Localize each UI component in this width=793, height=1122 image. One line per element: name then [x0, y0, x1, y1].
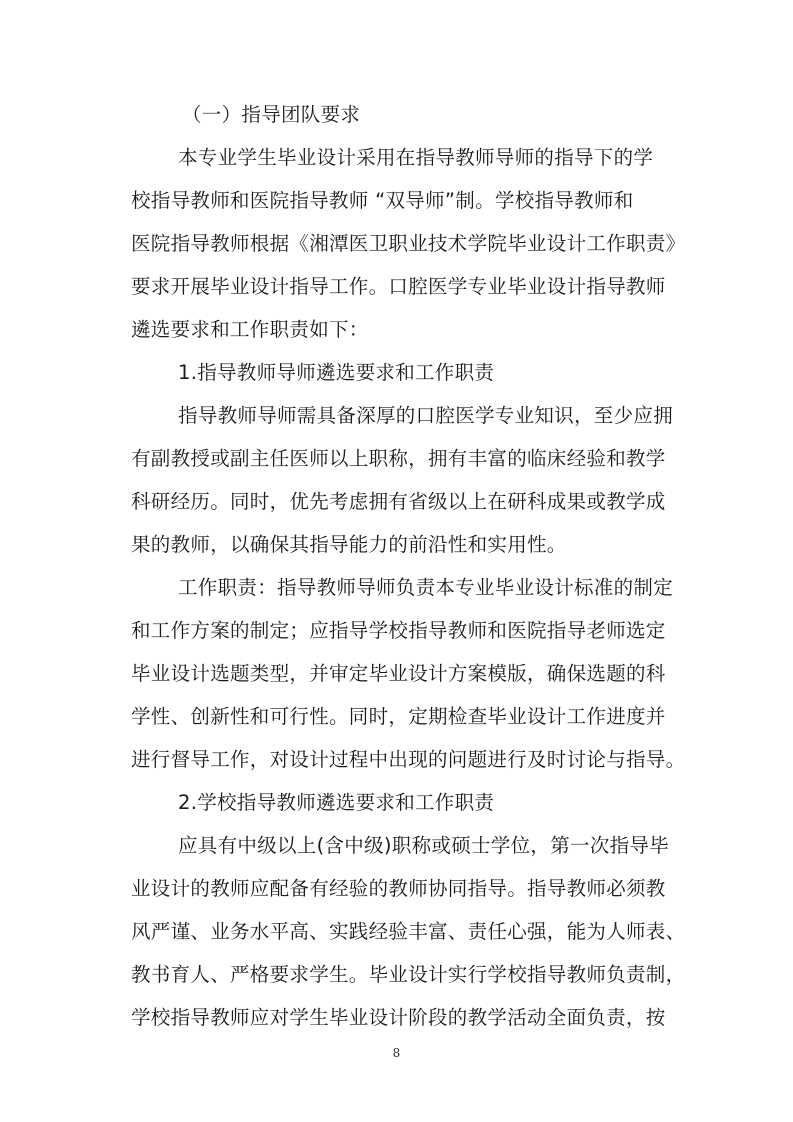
text-line: 学性、创新性和可行性。同时，定期检查毕业设计工作进度并	[131, 705, 666, 728]
subsection-heading: 1.指导教师导师遴选要求和工作职责	[178, 361, 495, 384]
text-line: 进行督导工作，对设计过程中出现的问题进行及时讨论与指导。	[131, 748, 686, 771]
text-line: 科研经历。同时，优先考虑拥有省级以上在研科成果或教学成	[131, 490, 666, 513]
text-line: 指导教师导师需具备深厚的口腔医学专业知识，至少应拥	[178, 404, 674, 427]
text-line: 有副教授或副主任医师以上职称，拥有丰富的临床经验和教学	[131, 447, 666, 470]
section-heading: （一）指导团队要求	[182, 103, 361, 126]
text-line: 业设计的教师应配备有经验的教师协同指导。指导教师必须教	[131, 877, 666, 900]
subsection-heading: 2.学校指导教师遴选要求和工作职责	[178, 791, 495, 814]
text-line: 本专业学生毕业设计采用在指导教师导师的指导下的学	[178, 146, 654, 169]
text-line: 校指导教师和医院指导教师 “双导师”制。学校指导教师和	[131, 189, 634, 212]
text-line: 要求开展毕业设计指导工作。口腔医学专业毕业设计指导教师	[131, 275, 666, 298]
text-line: 应具有中级以上(含中级)职称或硕士学位，第一次指导毕	[178, 834, 670, 857]
text-line: 教书育人、严格要求学生。毕业设计实行学校指导教师负责制，	[131, 963, 686, 986]
text-line: 果的教师，以确保其指导能力的前沿性和实用性。	[131, 533, 567, 556]
text-line: 学校指导教师应对学生毕业设计阶段的教学活动全面负责，按	[131, 1006, 666, 1029]
text-line: 医院指导教师根据《湘潭医卫职业技术学院毕业设计工作职责》	[131, 232, 686, 255]
text-line: 遴选要求和工作职责如下：	[131, 318, 369, 341]
text-line: 工作职责：指导教师导师负责本专业毕业设计标准的制定	[178, 576, 674, 599]
text-line: 和工作方案的制定；应指导学校指导教师和医院指导老师选定	[131, 619, 666, 642]
text-line: 毕业设计选题类型，并审定毕业设计方案模版，确保选题的科	[131, 662, 666, 685]
text-line: 风严谨、业务水平高、实践经验丰富、责任心强，能为人师表、	[131, 920, 686, 943]
page-number: 8	[392, 1046, 401, 1060]
